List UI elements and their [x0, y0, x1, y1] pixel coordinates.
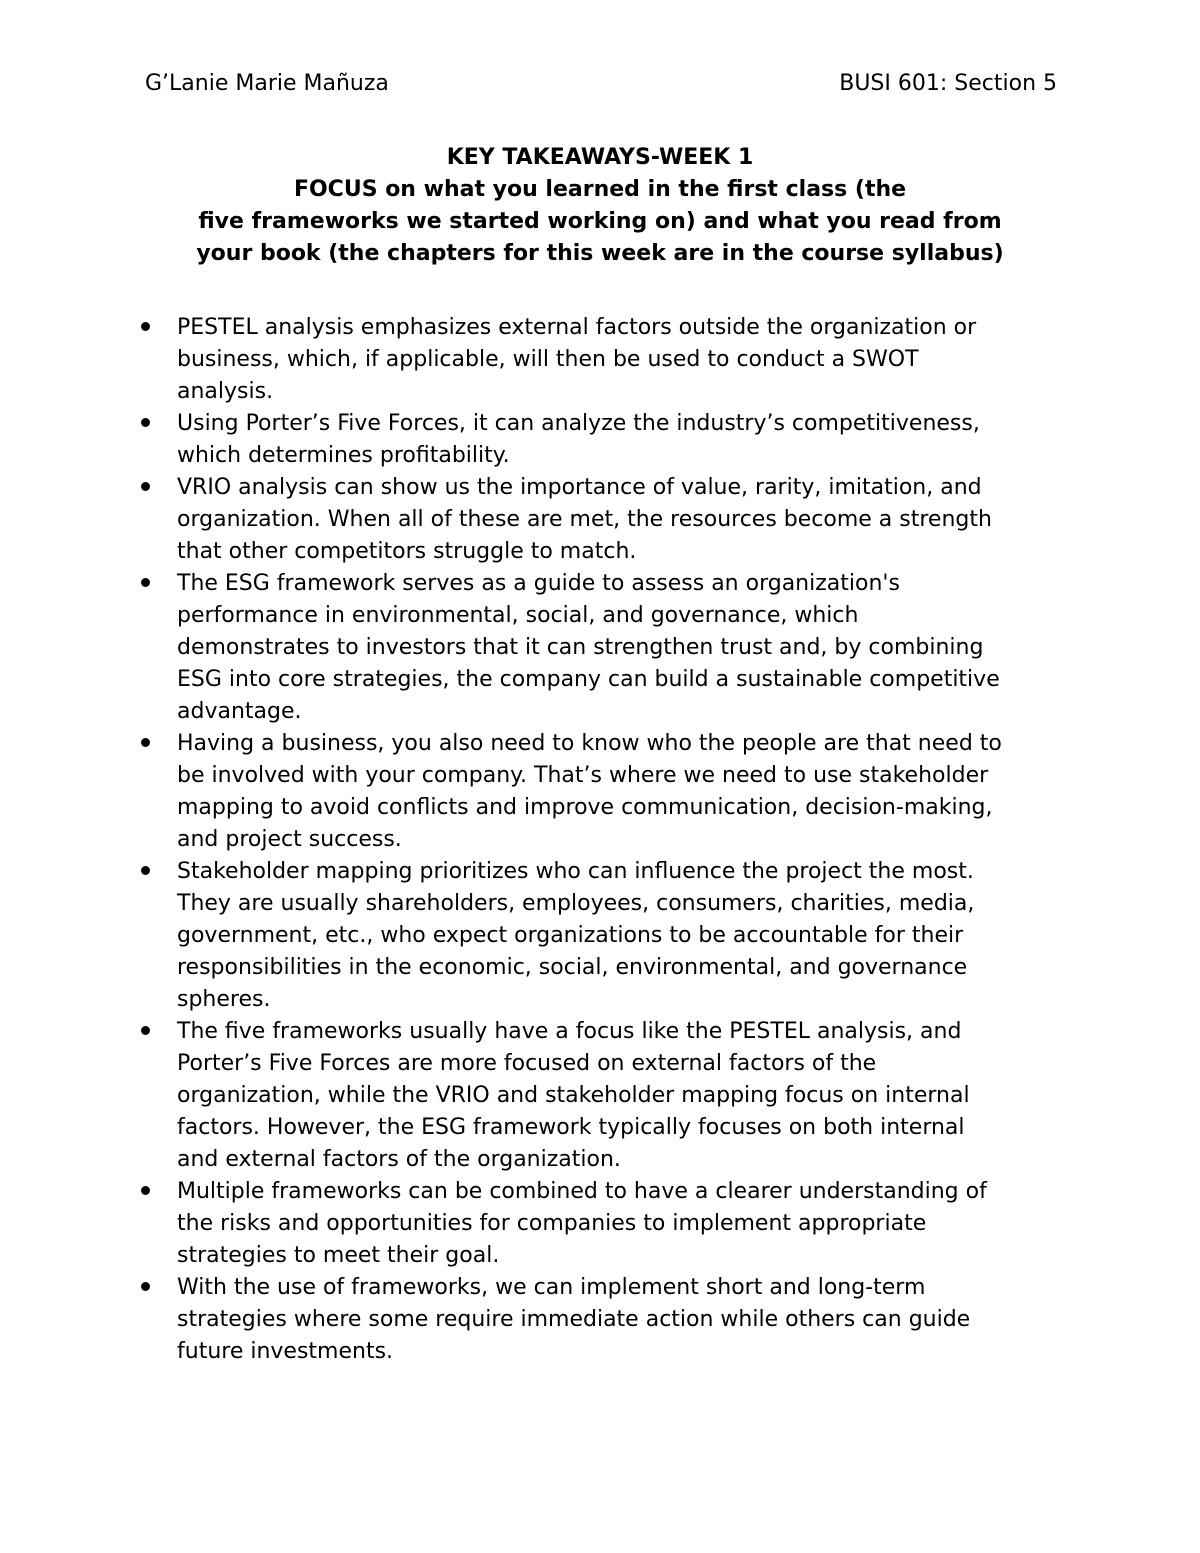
title-line: five frameworks we started working on) and what you read from	[198, 209, 1002, 234]
text-line: Using Porter’s Five Forces, it can analyze the industry’s competitiveness,	[177, 411, 980, 436]
text-line: factors. However, the ESG framework typically focuses on both internal	[177, 1115, 965, 1140]
text-line: government, etc., who expect organizations to be accountable for their	[177, 923, 964, 948]
list-item	[0, 568, 1200, 728]
bullet-dot-icon	[141, 1282, 150, 1291]
text-line: mapping to avoid conflicts and improve communication, decision-making,	[177, 795, 993, 820]
takeaways-list	[0, 312, 1200, 1368]
bullet-dot-icon	[141, 866, 150, 875]
list-item-text	[177, 1016, 1077, 1176]
text-line: and external factors of the organization.	[177, 1147, 621, 1172]
bullet-dot-icon	[141, 482, 150, 491]
list-item-text	[177, 1176, 1077, 1272]
text-line: The ESG framework serves as a guide to assess an organization's	[177, 571, 900, 596]
text-line: Porter’s Five Forces are more focused on external factors of the	[177, 1051, 877, 1076]
list-item	[0, 472, 1200, 568]
text-line: and project success.	[177, 827, 402, 852]
text-line: the risks and opportunities for companies to implement appropriate	[177, 1211, 927, 1236]
text-line: which determines profitability.	[177, 443, 510, 468]
list-item	[0, 1016, 1200, 1176]
list-item	[0, 1176, 1200, 1272]
title-line: KEY TAKEAWAYS-WEEK 1	[446, 145, 754, 170]
title-line: your book (the chapters for this week are in the course syllabus)	[196, 241, 1004, 266]
text-line: advantage.	[177, 699, 302, 724]
list-item-text	[177, 472, 1077, 568]
text-line: performance in environmental, social, and governance, which	[177, 603, 859, 628]
text-line: PESTEL analysis emphasizes external factors outside the organization or	[177, 315, 977, 340]
text-line: Having a business, you also need to know who the people are that need to	[177, 731, 1002, 756]
list-item-text	[177, 408, 1077, 472]
course-section: BUSI 601: Section 5	[839, 71, 1057, 96]
text-line: that other competitors struggle to match.	[177, 539, 637, 564]
list-item	[0, 1272, 1200, 1368]
text-line: be involved with your company. That’s where we need to use stakeholder	[177, 763, 989, 788]
list-item	[0, 728, 1200, 856]
list-item-text	[177, 856, 1077, 1016]
text-line: With the use of frameworks, we can implement short and long-term	[177, 1275, 926, 1300]
bullet-dot-icon	[141, 418, 150, 427]
list-item	[0, 856, 1200, 1016]
title-line: FOCUS on what you learned in the first class (the	[293, 177, 907, 202]
text-line: Multiple frameworks can be combined to have a clearer understanding of	[177, 1179, 987, 1204]
text-line: demonstrates to investors that it can strengthen trust and, by combining	[177, 635, 984, 660]
list-item-text	[177, 728, 1077, 856]
list-item	[0, 408, 1200, 472]
text-line: ESG into core strategies, the company can build a sustainable competitive	[177, 667, 1000, 692]
list-item-text	[177, 1272, 1077, 1368]
text-line: business, which, if applicable, will then be used to conduct a SWOT	[177, 347, 919, 372]
text-line: organization, while the VRIO and stakeholder mapping focus on internal	[177, 1083, 970, 1108]
text-line: strategies where some require immediate action while others can guide	[177, 1307, 971, 1332]
author-name: G’Lanie Marie Mañuza	[145, 71, 389, 96]
text-line: They are usually shareholders, employees, consumers, charities, media,	[177, 891, 975, 916]
bullet-dot-icon	[141, 1186, 150, 1195]
list-item	[0, 312, 1200, 408]
list-item-text	[177, 312, 1077, 408]
text-line: Stakeholder mapping prioritizes who can influence the project the most.	[177, 859, 974, 884]
text-line: future investments.	[177, 1339, 394, 1364]
text-line: spheres.	[177, 987, 271, 1012]
list-item-text	[177, 568, 1077, 728]
text-line: analysis.	[177, 379, 274, 404]
document-title	[100, 142, 1100, 270]
text-line: organization. When all of these are met, the resources become a strength	[177, 507, 992, 532]
bullet-dot-icon	[141, 322, 150, 331]
text-line: VRIO analysis can show us the importance of value, rarity, imitation, and	[177, 475, 982, 500]
text-line: responsibilities in the economic, social, environmental, and governance	[177, 955, 968, 980]
text-line: The five frameworks usually have a focus like the PESTEL analysis, and	[177, 1019, 962, 1044]
text-line: strategies to meet their goal.	[177, 1243, 500, 1268]
bullet-dot-icon	[141, 1026, 150, 1035]
bullet-dot-icon	[141, 738, 150, 747]
bullet-dot-icon	[141, 578, 150, 587]
